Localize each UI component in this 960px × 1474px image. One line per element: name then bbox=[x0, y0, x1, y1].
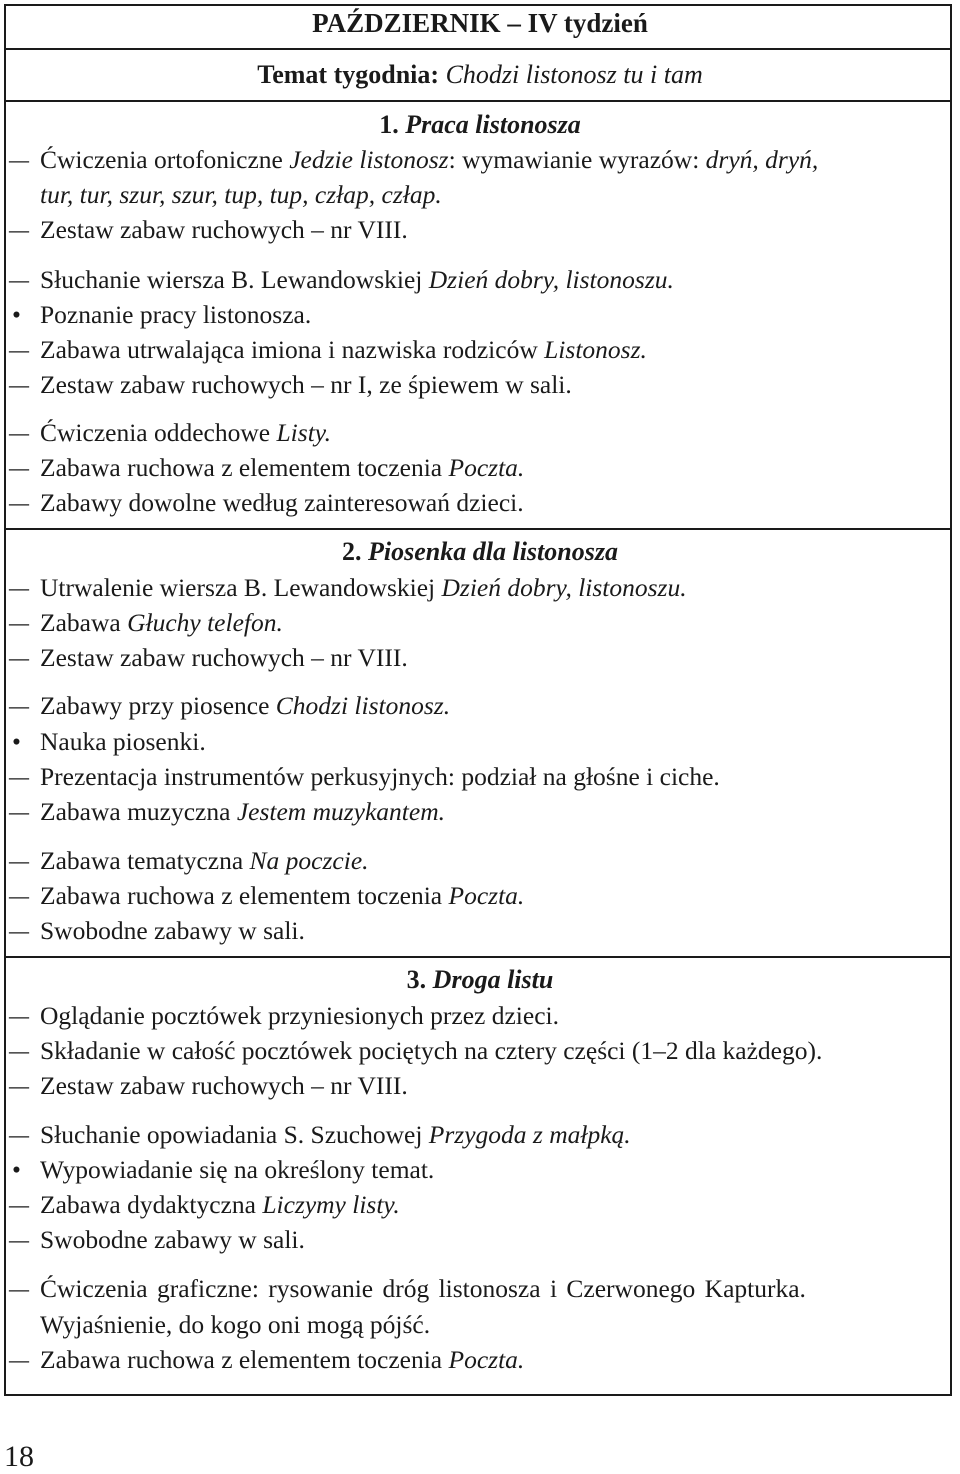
dash-marker bbox=[6, 335, 40, 365]
list-item: • Nauka piosenki. bbox=[6, 727, 206, 757]
dash-marker bbox=[6, 881, 40, 911]
list-item: –Zabawa ruchowa z elementem toczenia Poczta. bbox=[6, 1345, 524, 1375]
theme-value: Chodzi listonosz tu i tam bbox=[445, 60, 703, 89]
list-item: –Słuchanie opowiadania S. Szuchowej Przygoda z małpką. bbox=[6, 1120, 631, 1150]
dash-marker bbox=[6, 1225, 40, 1255]
section-heading: 2. Piosenka dla listonosza bbox=[342, 537, 618, 566]
list-item: –Zabawa ruchowa z elementem toczenia Poczta. bbox=[6, 881, 524, 911]
divider bbox=[4, 48, 952, 50]
dash-marker bbox=[6, 1036, 40, 1066]
list-item: –Swobodne zabawy w sali. bbox=[6, 916, 305, 946]
dash-marker bbox=[6, 215, 40, 245]
dash-marker bbox=[6, 608, 40, 638]
dash-marker bbox=[6, 846, 40, 876]
list-item: –Oglądanie pocztówek przyniesionych przez dzieci. bbox=[6, 1001, 559, 1031]
dash-marker bbox=[6, 1071, 40, 1101]
list-item-continuation: tur, tur, szur, szur, tup, tup, człap, człap. bbox=[40, 180, 442, 209]
dash-marker bbox=[6, 1274, 40, 1304]
list-item: –Zestaw zabaw ruchowych – nr VIII. bbox=[6, 1071, 408, 1101]
dash-marker bbox=[6, 265, 40, 295]
divider bbox=[4, 956, 952, 958]
list-item: –Swobodne zabawy w sali. bbox=[6, 1225, 305, 1255]
list-item: –Zestaw zabaw ruchowych – nr I, ze śpiewem w sali. bbox=[6, 370, 572, 400]
dash-marker bbox=[6, 1120, 40, 1150]
list-item: • Poznanie pracy listonosza. bbox=[6, 300, 311, 330]
page-title: PAŹDZIERNIK – IV tydzień bbox=[312, 8, 648, 38]
list-item: –Zabawa utrwalająca imiona i nazwiska rodziców Listonosz. bbox=[6, 335, 647, 365]
list-item: –Ćwiczenia ortofoniczne Jedzie listonosz: wymawianie wyrazów: dryń, dryń, bbox=[6, 145, 818, 175]
dash-marker bbox=[6, 797, 40, 827]
bullet-marker: • bbox=[12, 1155, 21, 1184]
dash-marker bbox=[6, 418, 40, 448]
dash-marker bbox=[6, 762, 40, 792]
list-item: –Słuchanie wiersza B. Lewandowskiej Dzień dobry, listonoszu. bbox=[6, 265, 674, 295]
list-item: • Wypowiadanie się na określony temat. bbox=[6, 1155, 434, 1185]
dash-marker bbox=[6, 691, 40, 721]
dash-marker bbox=[6, 1345, 40, 1375]
week-theme bbox=[0, 60, 960, 90]
divider bbox=[4, 100, 952, 102]
list-item: –Zestaw zabaw ruchowych – nr VIII. bbox=[6, 643, 408, 673]
dash-marker bbox=[6, 1190, 40, 1220]
theme-label: Temat tygodnia: bbox=[257, 60, 440, 89]
list-item: –Ćwiczenia oddechowe Listy. bbox=[6, 418, 331, 448]
list-item: –Zabawa Głuchy telefon. bbox=[6, 608, 283, 638]
dash-marker bbox=[6, 643, 40, 673]
list-item: –Zabawy przy piosence Chodzi listonosz. bbox=[6, 691, 450, 721]
list-item: –Zestaw zabaw ruchowych – nr VIII. bbox=[6, 215, 408, 245]
list-item: –Prezentacja instrumentów perkusyjnych: podział na głośne i ciche. bbox=[6, 762, 720, 792]
section-heading: 3. Droga listu bbox=[406, 965, 554, 994]
dash-marker bbox=[6, 145, 40, 175]
page-number: 18 bbox=[4, 1440, 34, 1473]
dash-marker bbox=[6, 1001, 40, 1031]
bullet-marker: • bbox=[12, 300, 21, 329]
dash-marker bbox=[6, 370, 40, 400]
list-item: –Zabawa ruchowa z elementem toczenia Poczta. bbox=[6, 453, 524, 483]
list-item: –Ćwiczenia graficzne: rysowanie dróg listonosza i Czerwonego Kapturka. bbox=[6, 1274, 948, 1304]
list-item: –Utrwalenie wiersza B. Lewandowskiej Dzień dobry, listonoszu. bbox=[6, 573, 687, 603]
list-item-continuation: Wyjaśnienie, do kogo oni mogą pójść. bbox=[40, 1310, 431, 1339]
list-item: –Zabawa tematyczna Na poczcie. bbox=[6, 846, 369, 876]
list-item: –Zabawa dydaktyczna Liczymy listy. bbox=[6, 1190, 400, 1220]
dash-marker bbox=[6, 916, 40, 946]
list-item: –Zabawy dowolne według zainteresowań dzieci. bbox=[6, 488, 524, 518]
dash-marker bbox=[6, 453, 40, 483]
bullet-marker: • bbox=[12, 727, 21, 756]
section-heading: 1. Praca listonosza bbox=[379, 110, 581, 139]
divider bbox=[4, 528, 952, 530]
dash-marker bbox=[6, 573, 40, 603]
dash-marker bbox=[6, 488, 40, 518]
list-item: –Składanie w całość pocztówek pociętych na cztery części (1–2 dla każdego). bbox=[6, 1036, 822, 1066]
list-item: –Zabawa muzyczna Jestem muzykantem. bbox=[6, 797, 445, 827]
